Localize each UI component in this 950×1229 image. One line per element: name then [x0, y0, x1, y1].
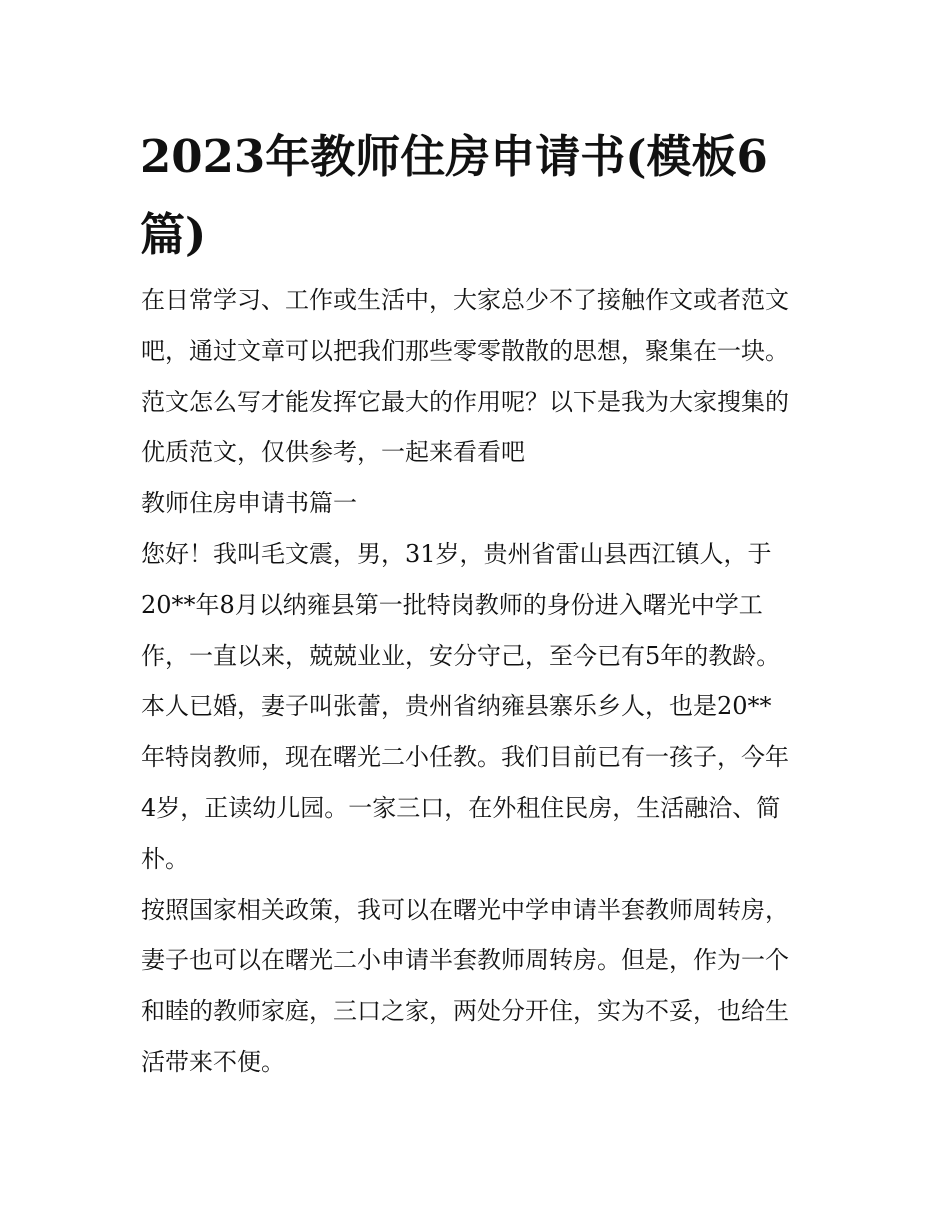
body-line: 年特岗教师，现在曙光二小任教。我们目前已有一孩子，今年 [141, 743, 789, 772]
intro-line: 范文怎么写才能发挥它最大的作用呢？以下是我为大家搜集的 [141, 387, 789, 416]
body-line: 朴。 [141, 844, 189, 873]
body-line: 您好！我叫毛文震，男，31岁，贵州省雷山县西江镇人，于 [141, 539, 772, 568]
intro-line: 吧，通过文章可以把我们那些零零散散的思想，聚集在一块。 [141, 336, 789, 365]
body-line: 活带来不便。 [141, 1047, 285, 1076]
intro-line: 在日常学习、工作或生活中，大家总少不了接触作文或者范文 [141, 286, 789, 314]
intro-line: 优质范文，仅供参考，一起来看看吧 [141, 438, 525, 467]
title-line: 篇) [140, 208, 207, 261]
body-line: 20**年8月以纳雍县第一批特岗教师的身份进入曙光中学工 [141, 590, 763, 619]
body-line: 作，一直以来，兢兢业业，安分守己，至今已有5年的教龄。 [141, 641, 781, 670]
body-line: 按照国家相关政策，我可以在曙光中学申请半套教师周转房， [141, 895, 789, 924]
document-title [140, 118, 840, 274]
body-line: 本人已婚，妻子叫张蕾，贵州省纳雍县寨乐乡人，也是20** [141, 692, 772, 721]
body-line: 和睦的教师家庭，三口之家，两处分开住，实为不妥，也给生 [141, 997, 789, 1026]
document-body [141, 275, 841, 1088]
title-line: 2023年教师住房申请书(模板6 [140, 130, 768, 183]
body-line: 4岁，正读幼儿园。一家三口，在外租住民房，生活融洽、简 [141, 793, 781, 822]
section-heading: 教师住房申请书篇一 [141, 489, 357, 518]
body-line: 妻子也可以在曙光二小申请半套教师周转房。但是，作为一个 [141, 946, 789, 975]
